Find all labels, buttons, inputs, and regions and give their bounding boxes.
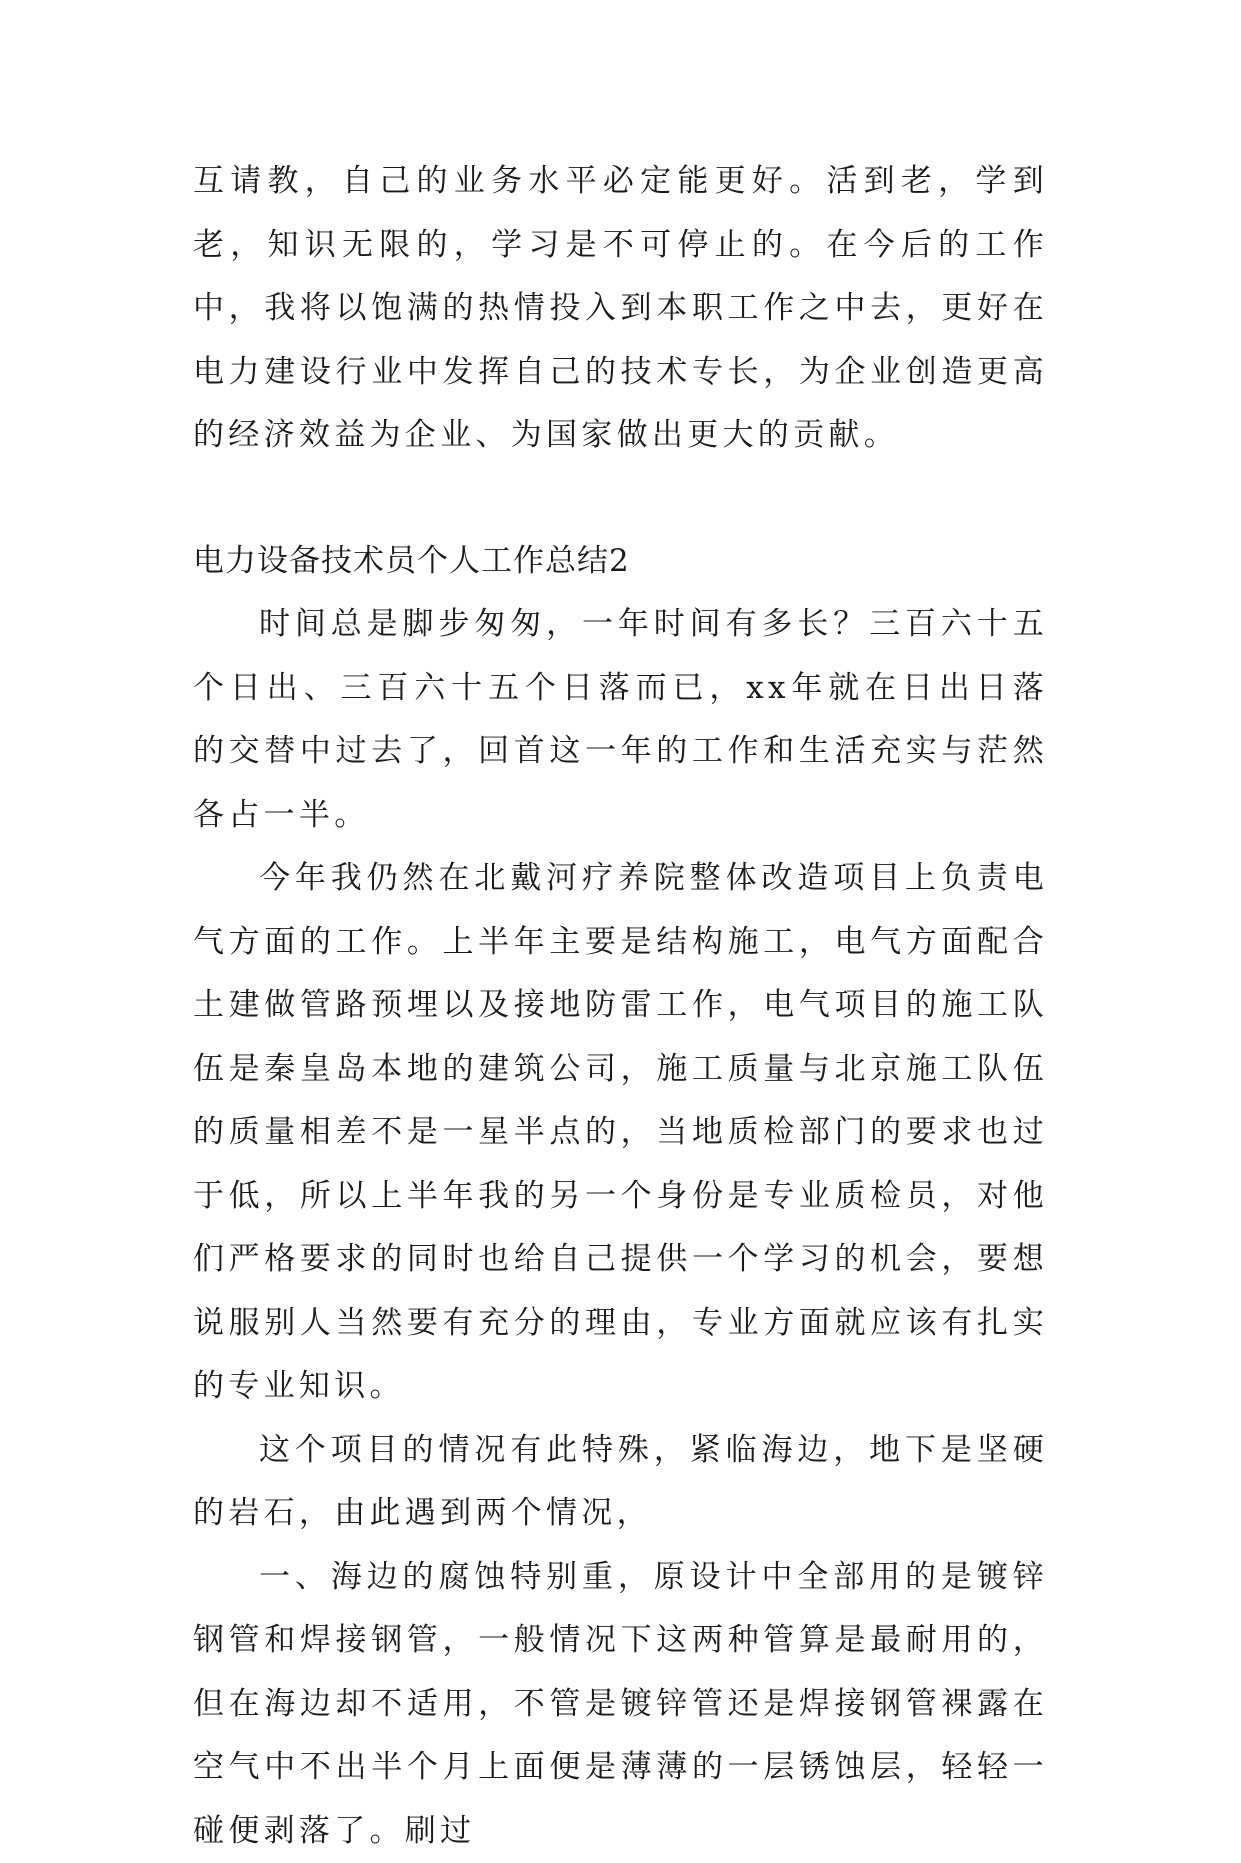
paragraph-spacer [193, 468, 1048, 530]
section-title: 电力设备技术员个人工作总结2 [193, 530, 1048, 594]
body-paragraph: 时间总是脚步匆匆，一年时间有多长？三百六十五个日出、三百六十五个日落而已，xx年就在日出日落的交替中过去了，回首这一年的工作和生活充实与茫然各占一半。 [193, 593, 1048, 847]
body-paragraph: 今年我仍然在北戴河疗养院整体改造项目上负责电气方面的工作。上半年主要是结构施工，电气方面配合土建做管路预埋以及接地防雷工作，电气项目的施工队伍是秦皇岛本地的建筑公司，施工质量与北京施工队伍的质量相差不是一星半点的，当地质检部门的要求也过于低，所以上半年我的另一个身份是专业质检员，对他们严格要求的同时也给自己提供一个学习的机会，要想说服别人当然要有充分的理由，专业方面就应该有扎实的专业知识。 [193, 847, 1048, 1419]
document-body [193, 150, 1048, 1863]
intro-paragraph: 互请教，自己的业务水平必定能更好。活到老，学到老，知识无限的，学习是不可停止的。在今后的工作中，我将以饱满的热情投入到本职工作之中去，更好在电力建设行业中发挥自己的技术专长，为企业创造更高的经济效益为企业、为国家做出更大的贡献。 [193, 150, 1048, 468]
body-paragraph: 一、海边的腐蚀特别重，原设计中全部用的是镀锌钢管和焊接钢管，一般情况下这两种管算是最耐用的，但在海边却不适用，不管是镀锌管还是焊接钢管裸露在空气中不出半个月上面便是薄薄的一层锈蚀层，轻轻一碰便剥落了。刷过 [193, 1546, 1048, 1863]
body-paragraph: 这个项目的情况有此特殊，紧临海边，地下是坚硬的岩石，由此遇到两个情况， [193, 1419, 1048, 1546]
